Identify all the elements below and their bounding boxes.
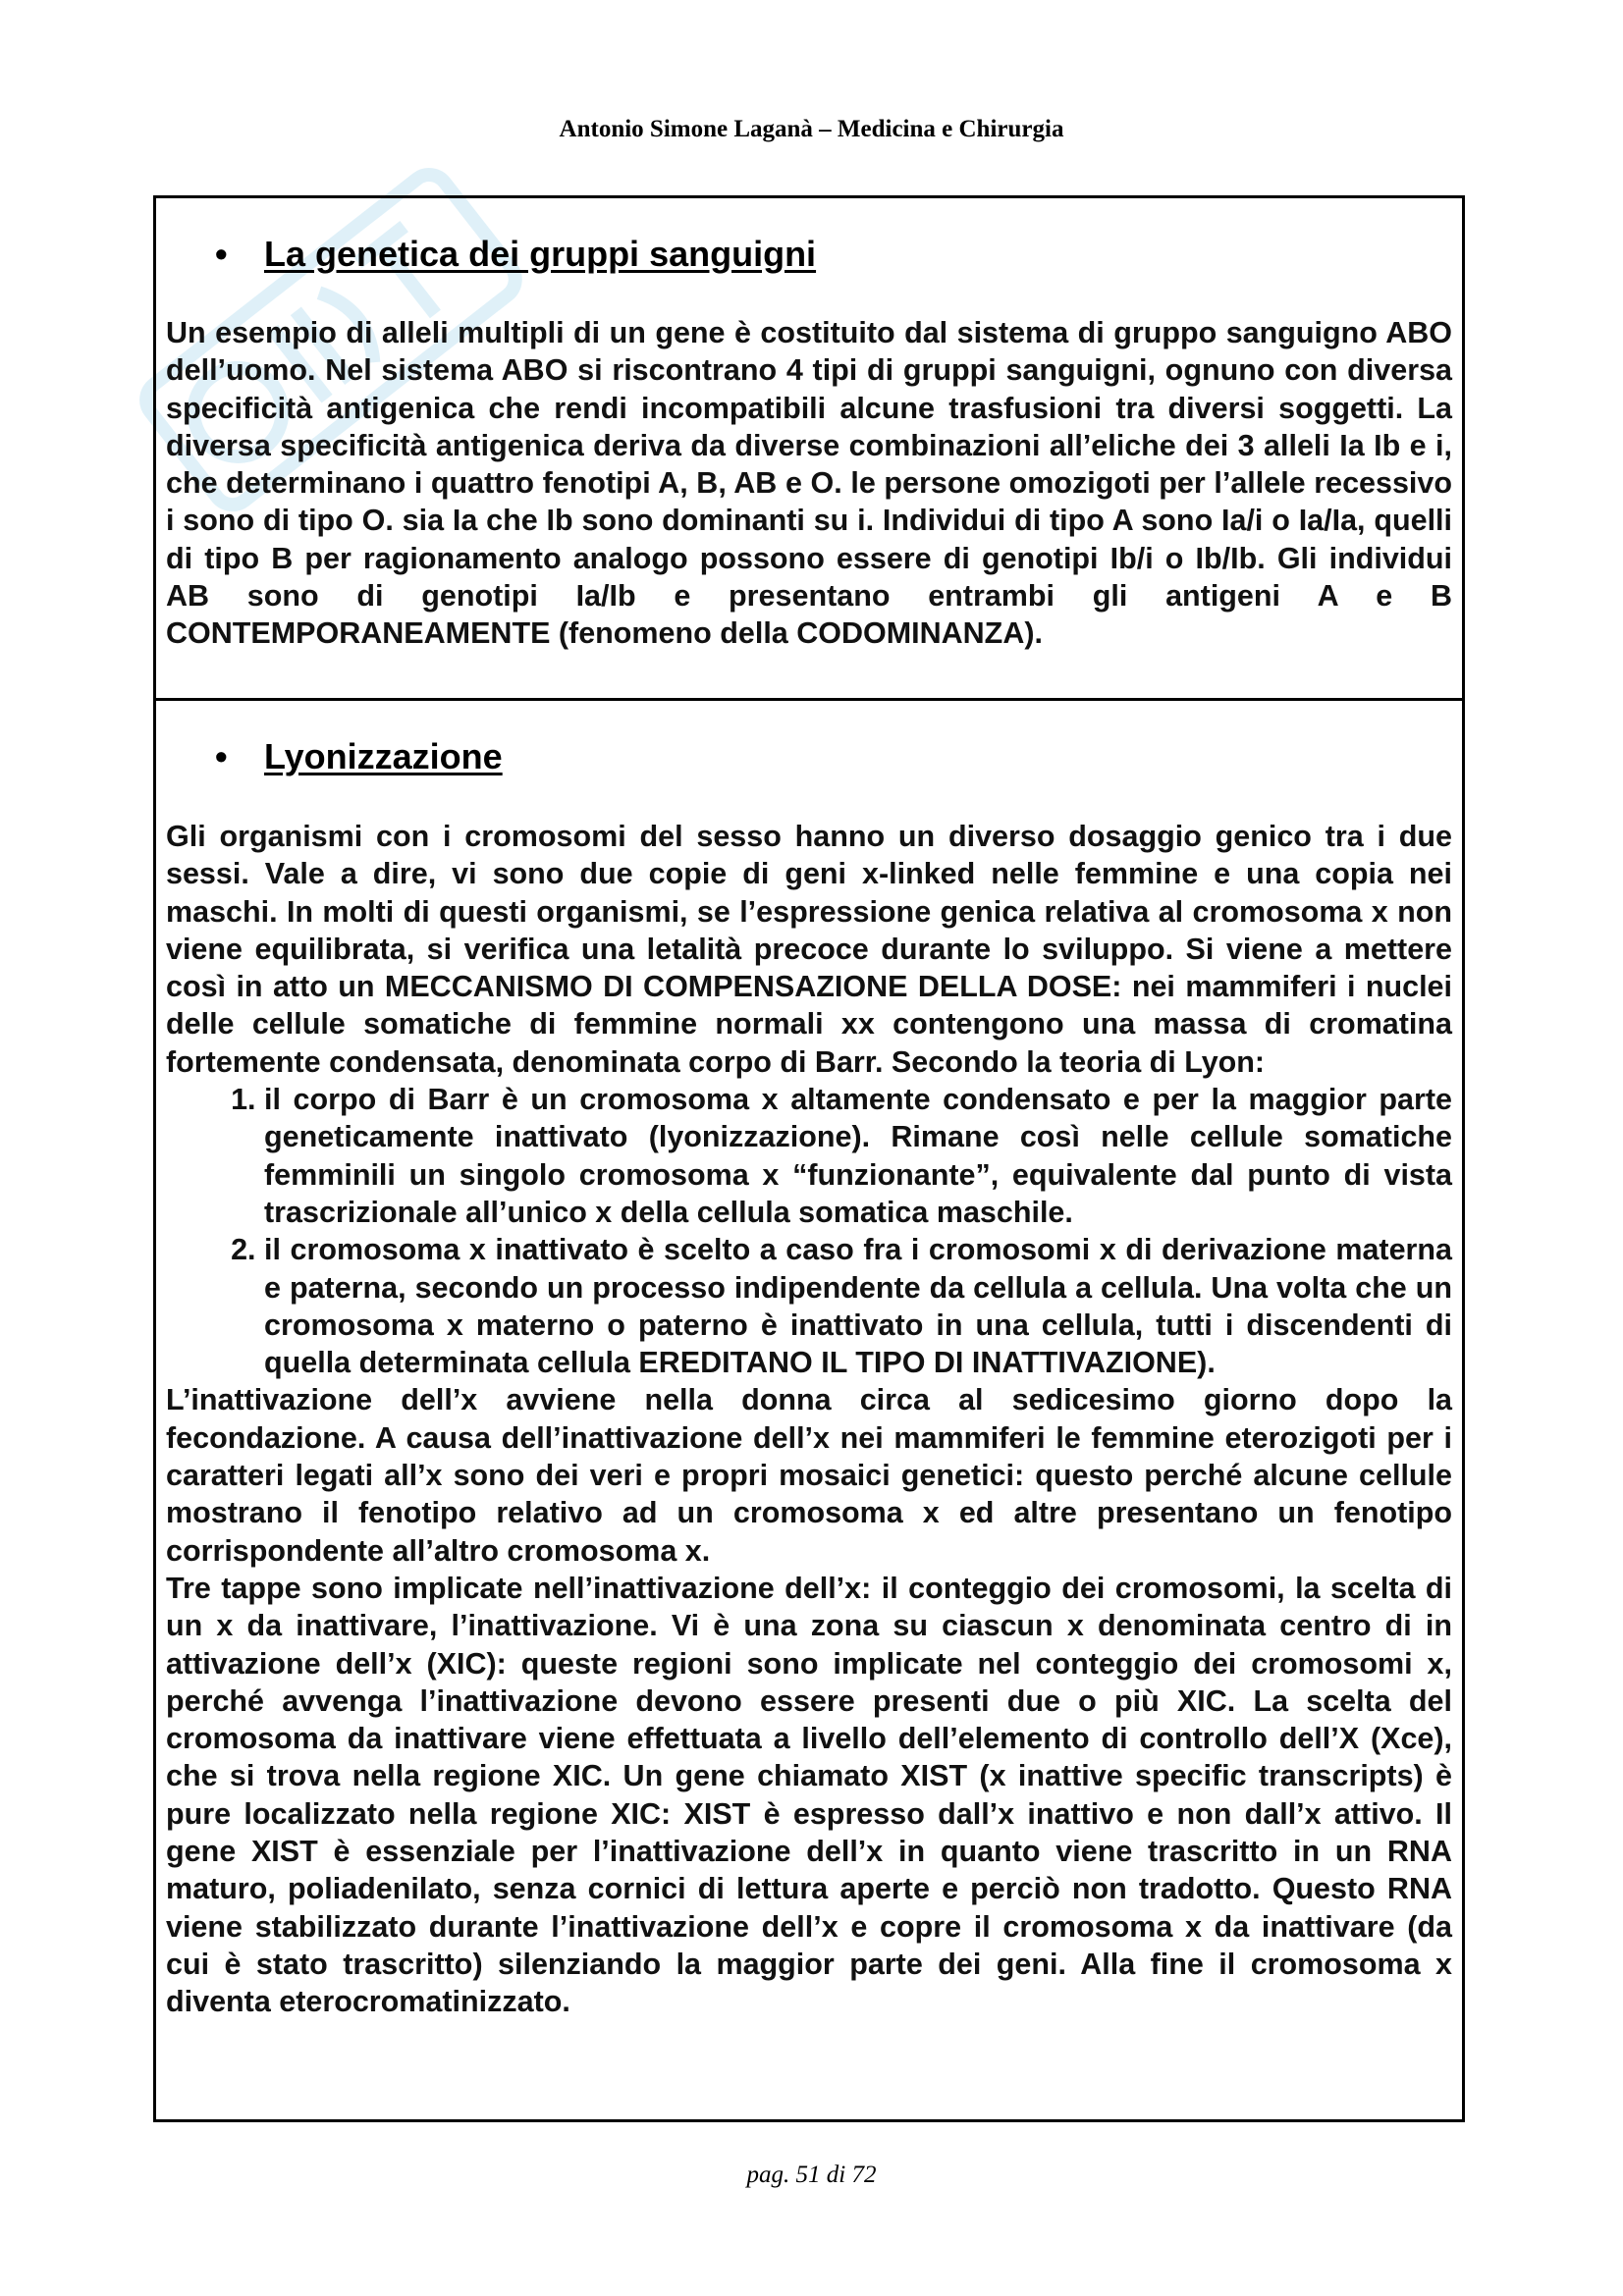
section-heading <box>166 736 1452 785</box>
list-item: 2. il cromosoma x inattivato è scelto a caso fra i cromosomi x di derivazione materna e paterna, secondo un processo indipendente da cellula a cellula. Una volta che un cromosoma x materno o paterno è inattivato in una cellula, tutti i discendenti di quella determinata cellula EREDITANO IL TIPO DI INATTIVAZIONE). <box>264 1231 1452 1381</box>
bullet-icon: • <box>215 736 228 776</box>
bullet-icon: • <box>215 234 228 274</box>
section-lyonization <box>153 698 1465 2122</box>
page-number: pag. 51 di 72 <box>746 2162 877 2188</box>
section-title: Lyonizzazione <box>264 736 503 776</box>
numbered-list <box>166 1081 1452 1381</box>
paragraph: L’inattivazione dell’x avviene nella donna circa al sedicesimo giorno dopo la fecondazione. A causa dell’inattivazione dell’x nei mammiferi le femmine eterozigoti per i caratteri legati all’x sono dei veri e propri mosaici genetici: questo perché alcune cellule mostrano il fenotipo relativo ad un cromosoma x ed altre presentano un fenotipo corrispondente all’altro cromosoma x. <box>166 1383 1452 1568</box>
section-heading <box>166 234 1452 283</box>
section-title: La genetica dei gruppi sanguigni <box>264 234 817 274</box>
page-header: Antonio Simone Laganà – Medicina e Chirurgia <box>559 116 1064 142</box>
section-blood-groups <box>153 195 1465 701</box>
paragraph: Tre tappe sono implicate nell’inattivazione dell’x: il conteggio dei cromosomi, la scelta di un x da inattivare, l’inattivazione. Vi è una zona su ciascun x denominata centro di in attivazione dell’x (XIC): queste regioni sono implicate nel conteggio dei cromosomi x, perché avvenga l’inattivazione devono essere presenti due o più XIC. La scelta del cromosoma da inattivare viene effettuata a livello dell’elemento di controllo dell’X (Xce), che si trova nella regione XIC. Un gene chiamato XIST (x inattive specific transcripts) è pure localizzato nella regione XIC: XIST è espresso dall’x inattivo e non dall’x attivo. Il gene XIST è essenziale per l’inattivazione dell’x in quanto viene trascritto in un RNA maturo, poliadenilato, senza cornici di lettura aperte e perciò non tradotto. Questo RNA viene stabilizzato durante l’inattivazione dell’x e copre il cromosoma x da inattivare (da cui è stato trascritto) silenziando la maggior parte dei geni. Alla fine il cromosoma x diventa eterocromatinizzato. <box>166 1571 1452 2019</box>
list-item: 1. il corpo di Barr è un cromosoma x altamente condensato e per la maggior parte geneticamente inattivato (lyonizzazione). Rimane così nelle cellule somatiche femminili un singolo cromosoma x “funzionante”, equivalente dal punto di vista trascrizionale all’unico x della cellula somatica maschile. <box>264 1081 1452 1231</box>
paragraph: Un esempio di alleli multipli di un gene è costituito dal sistema di gruppo sanguigno ABO dell’uomo. Nel sistema ABO si riscontrano 4 tipi di gruppi sanguigni, ognuno con diversa specificità antigenica che rendi incompatibili alcune trasfusioni tra diversi soggetti. La diversa specificità antigenica deriva da diverse combinazioni all’eliche dei 3 alleli Ia Ib e i, che determinano i quattro fenotipi A, B, AB e O. le persone omozigoti per l’allele recessivo i sono di tipo O. sia Ia che Ib sono dominanti su i. Individui di tipo A sono Ia/i o Ia/Ia, quelli di tipo B per ragionamento analogo possono essere di genotipi Ib/i o Ib/Ib. Gli individui AB sono di genotipi Ia/Ib e presentano entrambi gli antigeni A e B CONTEMPORANEAMENTE (fenomeno della CODOMINANZA). <box>166 316 1452 651</box>
paragraph: Gli organismi con i cromosomi del sesso hanno un diverso dosaggio genico tra i due sessi. Vale a dire, vi sono due copie di geni x-linked nelle femmine e una copia nei maschi. In molti di questi organismi, se l’espressione genica relativa al cromosoma x non viene equilibrata, si verifica una letalità precoce durante lo sviluppo. Si viene a mettere così in atto un MECCANISMO DI COMPENSAZIONE DELLA DOSE: nei mammiferi i nuclei delle cellule somatiche di femmine normali xx contengono una massa di cromatina fortemente condensata, denominata corpo di Barr. Secondo la teoria di Lyon: <box>166 820 1452 1079</box>
